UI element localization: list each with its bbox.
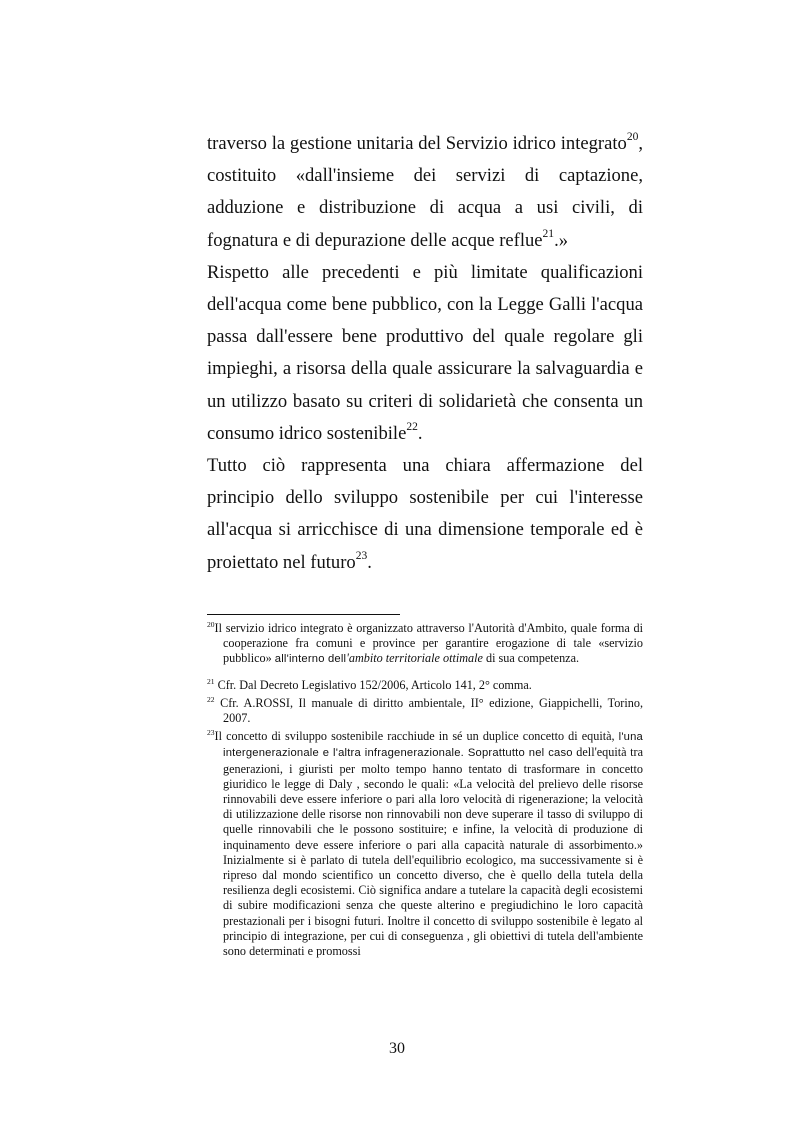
footnote-ref-22[interactable]: 22 — [406, 420, 418, 433]
paragraph-1 — [207, 128, 643, 257]
paragraph-2-text-a: Rispetto alle precedenti e più limitate qualificazioni dell'acqua come bene pubblico, con la Legge Galli l'acqua passa dall'essere bene produttivo del quale regolare gli impieghi, a risorsa della quale assicurare la salvaguardia e un utilizzo basato su criteri di solidarietà che consenta un consumo idrico sostenibile — [207, 261, 643, 444]
footnote-text: all'interno dell — [274, 653, 347, 666]
footnote-ref-23[interactable]: 23 — [355, 549, 368, 562]
footnote-number: 22 — [207, 694, 215, 704]
footnote-separator — [207, 614, 400, 615]
footnote-text: Il concetto di sviluppo sostenibile racchiude in sé un duplice concetto di equità, — [214, 729, 619, 744]
footnote-21 — [207, 678, 643, 693]
paragraph-1-text-b: , costituito «dall'insieme dei servizi di captazione, adduzione e distribuzione di acqua a usi civili, di fognatura e di depurazione delle acque reflue — [207, 133, 643, 251]
footnote-text: 'ambito territoriale ottimale — [346, 651, 483, 666]
paragraph-2-text-b: . — [417, 422, 423, 444]
footnote-text: Il servizio idrico integrato è organizzato attraverso l'Autorità d'Ambito, quale forma di cooperazione fra comuni e province per garantire erogazione di tale «servizio pubblico» — [214, 621, 643, 666]
page-number: 30 — [389, 1040, 405, 1057]
footnote-text: di sua competenza. — [482, 651, 580, 666]
footnote-number: 20 — [207, 619, 215, 629]
footnote-23 — [207, 729, 643, 959]
footnotes-section — [207, 621, 643, 959]
paragraph-3-text-a: Tutto ciò rappresenta una chiara affermazione del principio dello sviluppo sostenibile per cui l'interesse all'acqua si arricchisce di una dimensione temporale ed è proiettato nel futuro — [207, 455, 643, 573]
footnote-text: Cfr. A.ROSSI, Il manuale di diritto ambientale, II° edizione, Giappichelli, Torino, 2007. — [214, 695, 643, 726]
paragraph-3 — [207, 450, 643, 579]
footnote-text: dell'equità tra generazioni, i giuristi per molto tempo hanno tentato di trasformare in concetto giuridico le legge di Daly , secondo le quali: «La velocità del prelievo delle risorse rinnovabili deve essere inferiore o pari alla loro velocità di rigenerazione; la velocità di utilizzazione delle risorse non rinnovabili non deve superare il tasso di sviluppo di quelle rinnovabili che le possono sostituire; e infine, la velocità di produzione di inquinamento deve essere inferiore o pari alla capacità naturale di assorbimento.» Inizialmente si è parlato di tutela dell'equilibrio ecologico, ma successivamente si è ripreso dal mondo scientifico un concetto diverso, che è quello della tutela della resilienza degli ecosistemi. Ciò significa andare a tutelare la capacità degli ecosistemi di subire modificazioni senza che queste alterino e pregiudichino le loro capacità prestazionali per i bisogni futuri. Inoltre il concetto di sviluppo sostenibile è legato al principio di integrazione, per cui di conseguenza , gli obiettivi di tutela dell'ambiente sono determinati e promossi — [223, 745, 643, 959]
paragraph-1-text-c: .» — [554, 229, 569, 251]
footnote-text: l'una intergenerazionale e l'altra infragenerazionale. Soprattutto nel caso — [223, 731, 643, 760]
footnote-ref-21[interactable]: 21 — [542, 227, 555, 240]
main-body-text — [207, 128, 643, 579]
footnote-number: 21 — [207, 676, 215, 686]
paragraph-3-text-b: . — [367, 551, 372, 573]
paragraph-2 — [207, 257, 643, 450]
footnote-20 — [207, 621, 643, 668]
footnote-ref-20[interactable]: 20 — [626, 131, 639, 144]
footnote-text: Cfr. Dal Decreto Legislativo 152/2006, Articolo 141, 2° comma. — [214, 677, 532, 692]
footnote-22 — [207, 696, 643, 726]
footnote-number: 23 — [207, 728, 215, 738]
paragraph-1-text-a: traverso la gestione unitaria del Servizio idrico integrato — [207, 133, 627, 154]
